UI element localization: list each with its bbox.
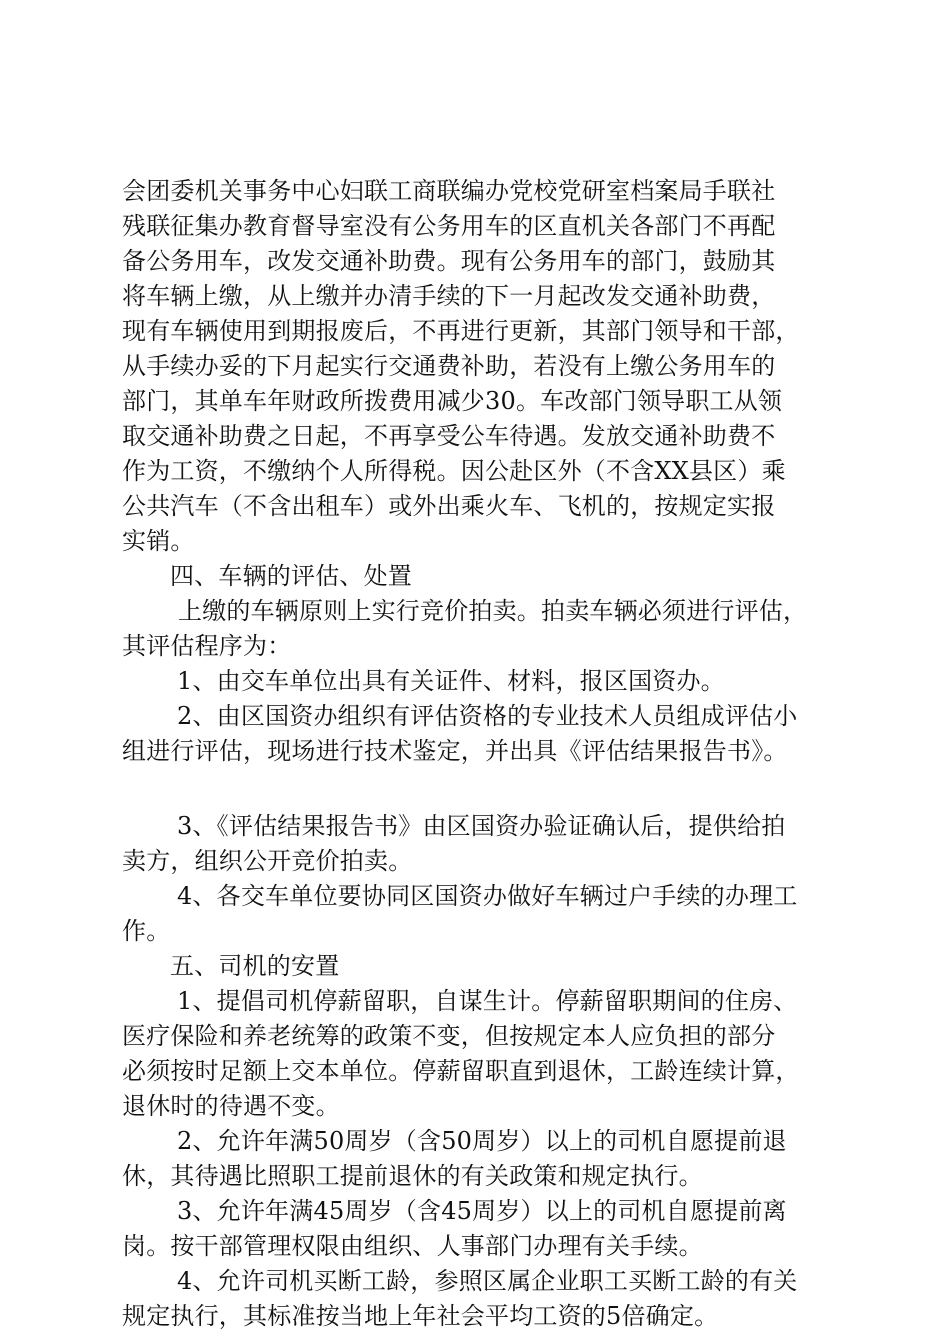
paragraph-line: 作为工资，不缴纳个人所得税。因公赴区外（不含XX县区）乘 [122, 457, 786, 485]
paragraph-line: 备公务用车，改发交通补助费。现有公务用车的部门，鼓励其 [122, 247, 776, 275]
paragraph-line: 3、《评估结果报告书》由区国资办验证确认后，提供给拍 [177, 812, 786, 840]
paragraph-line: 2、允许年满50周岁（含50周岁）以上的司机自愿提前退 [177, 1127, 787, 1155]
paragraph-line: 上缴的车辆原则上实行竞价拍卖。拍卖车辆必须进行评估， [178, 597, 808, 625]
paragraph-line: 必须按时足额上交本单位。停薪留职直到退休，工龄连续计算， [122, 1057, 800, 1085]
paragraph-line: 取交通补助费之日起，不再享受公车待遇。发放交通补助费不 [122, 422, 776, 450]
section-heading: 五、司机的安置 [170, 952, 340, 980]
paragraph-line: 将车辆上缴，从上缴并办清手续的下一月起改发交通补助费， [122, 282, 776, 310]
paragraph-line: 规定执行，其标准按当地上年社会平均工资的5倍确定。 [122, 1302, 719, 1330]
paragraph-line: 部门，其单车年财政所拨费用减少30。车改部门领导职工从领 [122, 387, 783, 415]
paragraph-line: 医疗保险和养老统筹的政策不变，但按规定本人应负担的部分 [122, 1022, 776, 1050]
paragraph-line: 会团委机关事务中心妇联工商联编办党校党研室档案局手联社 [122, 177, 776, 205]
paragraph-line: 4、各交车单位要协同区国资办做好车辆过户手续的办理工 [177, 882, 798, 910]
paragraph-line: 作。 [122, 917, 171, 945]
paragraph-line: 公共汽车（不含出租车）或外出乘火车、飞机的，按规定实报 [122, 492, 776, 520]
paragraph-line: 休，其待遇比照职工提前退休的有关政策和规定执行。 [122, 1162, 703, 1190]
paragraph-line: 1、由交车单位出具有关证件、材料，报区国资办。 [177, 667, 725, 695]
paragraph-line: 岗。按干部管理权限由组织、人事部门办理有关手续。 [122, 1232, 703, 1260]
paragraph-line: 组进行评估，现场进行技术鉴定，并出具《评估结果报告书》。 [122, 737, 788, 765]
paragraph-line: 卖方，组织公开竞价拍卖。 [122, 847, 413, 875]
paragraph-line: 现有车辆使用到期报废后，不再进行更新，其部门领导和干部， [122, 317, 800, 345]
paragraph-line: 实销。 [122, 527, 195, 555]
paragraph-line: 从手续办妥的下月起实行交通费补助，若没有上缴公务用车的 [122, 352, 776, 380]
paragraph-line: 1、提倡司机停薪留职，自谋生计。停薪留职期间的住房、 [177, 987, 798, 1015]
paragraph-line: 2、由区国资办组织有评估资格的专业技术人员组成评估小 [177, 702, 798, 730]
paragraph-line: 退休时的待遇不变。 [122, 1092, 340, 1120]
paragraph-line: 残联征集办教育督导室没有公务用车的区直机关各部门不再配 [122, 212, 776, 240]
paragraph-line: 3、允许年满45周岁（含45周岁）以上的司机自愿提前离 [177, 1197, 787, 1225]
paragraph-line: 4、允许司机买断工龄，参照区属企业职工买断工龄的有关 [177, 1267, 798, 1295]
paragraph-line: 其评估程序为： [122, 632, 292, 660]
section-heading: 四、车辆的评估、处置 [170, 562, 412, 590]
